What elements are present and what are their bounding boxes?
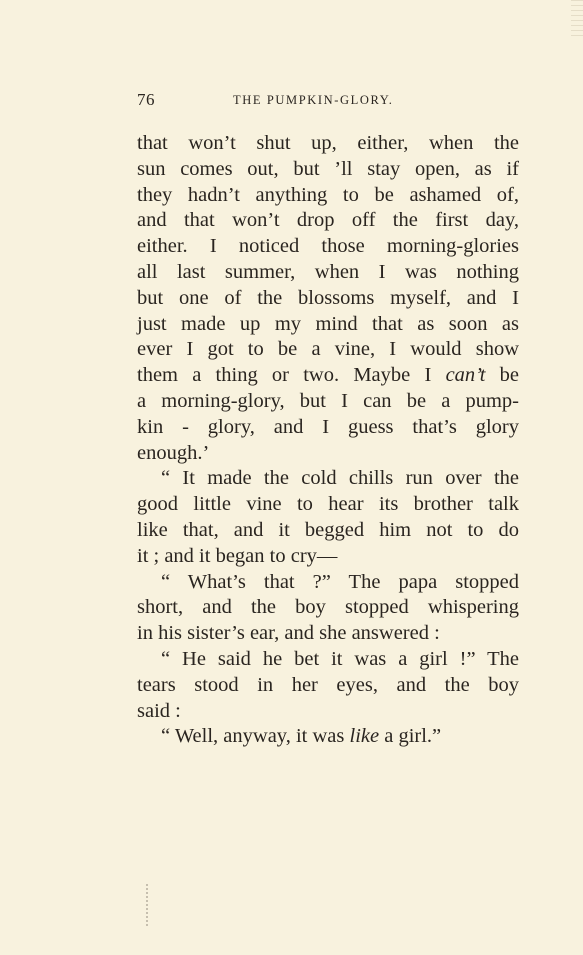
text-line: and that won’t drop off the first day, [137,209,519,232]
page-number: 76 [137,90,155,109]
text-line: said : [137,699,181,722]
text-line: ever I got to be a vine, I would show [137,338,519,361]
text-line: “ What’s that ?” The papa stopped [161,570,519,593]
text-line: short, and the boy stopped whispering [137,596,519,619]
text-line [137,363,519,389]
text-line: in his sister’s ear, and she answered : [137,622,440,645]
text-line: enough.’ [137,441,210,464]
text-segment: “ Well, anyway, it was [161,725,350,748]
text-line: like that, and it begged him not to do [137,518,519,541]
text-line: “ He said he bet it was a girl !” The [161,647,519,670]
page-header [137,90,517,112]
text-line: sun comes out, but ’ll stay open, as if [137,157,519,180]
text-line: it ; and it began to cry— [137,544,338,567]
text-line: good little vine to hear its brother talk [137,493,519,516]
running-title: THE PUMPKIN-GLORY. [233,93,394,107]
margin-mark [146,884,148,926]
text-segment: be [485,364,520,387]
body-text [137,131,519,750]
text-line: they hadn’t anything to be ashamed of, [137,183,519,206]
text-line: just made up my mind that as soon as [137,312,519,335]
text-line [137,724,519,750]
text-line: a morning-glory, but I can be a pump- [137,389,519,412]
text-line: “ It made the cold chills run over the [161,467,519,490]
text-line: kin - glory, and I guess that’s glory [137,415,519,438]
text-line: either. I noticed those morning-glories [137,235,519,258]
text-line: tears stood in her eyes, and the boy [137,673,519,696]
emphasis-text: can’t [445,364,486,387]
corner-speck [571,0,583,40]
text-line: all last summer, when I was nothing [137,260,519,283]
text-segment: a girl.” [379,725,442,748]
text-line: that won’t shut up, either, when the [137,132,519,154]
text-segment: them a thing or two. Maybe I [137,364,446,387]
emphasis-text: like [349,725,380,748]
text-line: but one of the blossoms myself, and I [137,286,519,309]
